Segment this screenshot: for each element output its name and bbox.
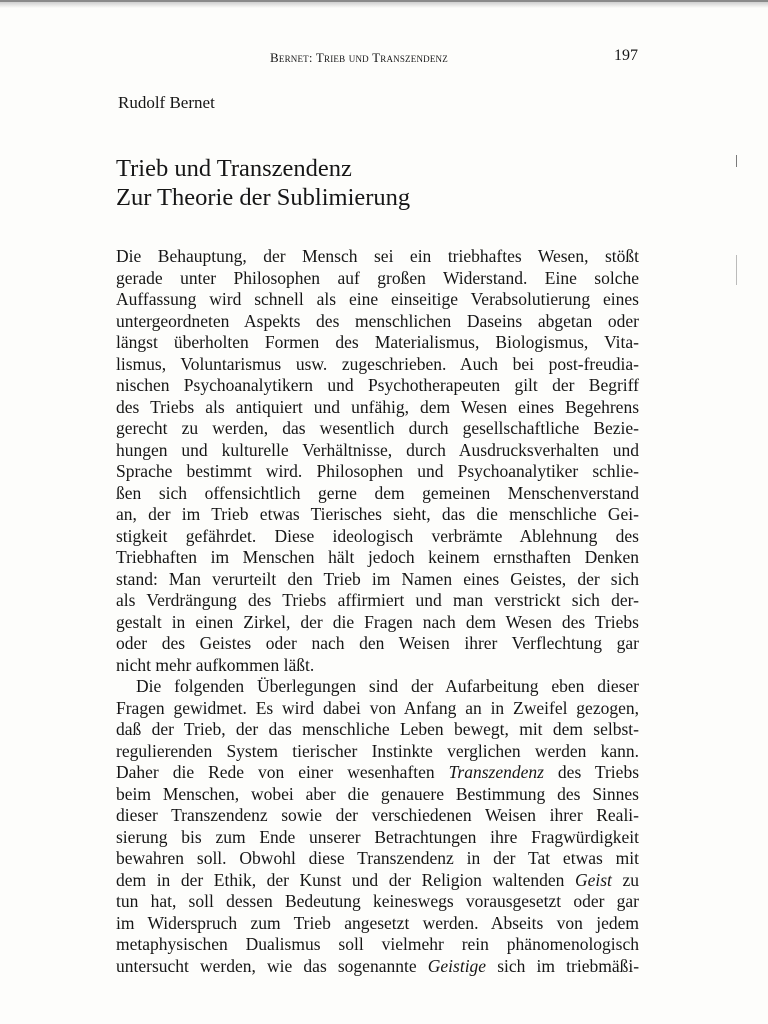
text-line: an, der im Trieb etwas Tierisches sieht, das die menschliche Gei-: [116, 504, 639, 524]
text-line: stigkeit gefährdet. Diese ideologisch verbrämte Ablehnung des: [116, 525, 639, 546]
emphasis-geist: Geist: [574, 869, 612, 890]
text-line: sierung bis zum Ende unserer Betrachtungen ihre Fragwürdigkeit: [116, 826, 639, 847]
text-line: nischen Psychoanalytikern und Psychotherapeuten gilt der Begriff: [116, 375, 639, 395]
running-head-title: Bernet: Trieb und Transzendenz: [270, 50, 448, 65]
text-line: daß der Trieb, der das menschliche Leben bewegt, mit dem selbst-: [116, 719, 639, 739]
title-line-2: Zur Theorie der Sublimierung: [116, 184, 411, 211]
author-name: Rudolf Bernet: [118, 93, 215, 112]
text-line: gestalt in einen Zirkel, der die Fragen nach dem Wesen des Triebs: [116, 611, 639, 632]
scan-edge: [0, 0, 768, 8]
text-line: oder des Geistes oder nach den Weisen ihrer Verflechtung gar: [116, 633, 639, 653]
text-line: des Triebs als antiquiert und unfähig, dem Wesen eines Begehrens: [116, 396, 639, 417]
text-line: gerade unter Philosophen auf großen Widerstand. Eine solche: [116, 267, 639, 288]
text-line: Fragen gewidmet. Es wird dabei von Anfang an in Zweifel gezogen,: [116, 697, 639, 718]
text-line: längst überholten Formen des Materialismus, Biologismus, Vita-: [116, 332, 639, 352]
text-line: im Widerspruch zum Trieb angesetzt werden. Abseits von jedem: [116, 912, 639, 933]
running-head: [118, 47, 638, 72]
text-line: [116, 956, 639, 978]
text-line: hungen und kulturelle Verhältnisse, durch Ausdrucksverhalten und: [116, 439, 639, 460]
text-line: Die folgenden Überlegungen sind der Aufarbeitung eben dieser: [136, 676, 639, 696]
text-run: zu: [622, 869, 639, 890]
text-run: sich im triebmäßi-: [497, 955, 639, 976]
text-run: dem in der Ethik, der Kunst und der Religion waltenden: [116, 869, 565, 890]
text-line: ßen sich offensichtlich gerne dem gemeinen Menschenverstand: [116, 482, 639, 503]
text-line: metaphysischen Dualismus soll vielmehr rein phänomenologisch: [116, 934, 639, 954]
emphasis-transzendenz: Transzendenz: [448, 762, 544, 782]
title-line-1: Trieb und Transzendenz: [116, 155, 352, 182]
text-line: gerecht zu werden, das wesentlich durch gesellschaftliche Bezie-: [116, 418, 639, 438]
text-line: als Verdrängung des Triebs affirmiert und man verstrickt sich der-: [116, 590, 639, 610]
text-line: Sprache bestimmt wird. Philosophen und Psychoanalytiker schlie-: [116, 461, 639, 481]
text-line: regulierenden System tierischer Instinkte verglichen werden kann.: [116, 740, 639, 761]
text-line: beim Menschen, wobei aber die genauere Bestimmung des Sinnes: [116, 783, 639, 804]
text-line: lismus, Voluntarismus usw. zugeschrieben. Auch bei post-freudia-: [116, 353, 639, 374]
text-run: Daher die Rede von einer wesenhaften: [116, 762, 435, 782]
text-run: des Triebs: [557, 762, 639, 782]
emphasis-geistige: Geistige: [427, 955, 487, 976]
page-number: 197: [614, 47, 638, 64]
text-line: [116, 762, 639, 784]
text-line: tun hat, soll dessen Bedeutung keineswegs vorausgesetzt oder gar: [116, 891, 639, 911]
margin-mark: [736, 155, 737, 167]
text-line: dieser Transzendenz sowie der verschiedenen Weisen ihrer Reali-: [116, 805, 639, 825]
text-line: Auffassung wird schnell als eine einseitige Verabsolutierung eines: [116, 289, 639, 309]
text-run: untersucht werden, wie das sogenannte: [116, 955, 417, 976]
text-line: stand: Man verurteilt den Trieb im Namen eines Geistes, der sich: [116, 568, 639, 589]
text-line: untergeordneten Aspekts des menschlichen Daseins abgetan oder: [116, 310, 639, 331]
text-line: [116, 870, 639, 892]
margin-mark: [736, 255, 737, 285]
text-line: nicht mehr aufkommen läßt.: [116, 654, 315, 675]
text-line: bewahren soll. Obwohl diese Transzendenz in der Tat etwas mit: [116, 848, 639, 868]
body-text: [116, 246, 639, 977]
text-line: Triebhaften im Menschen hält jedoch keinem ernsthaften Denken: [116, 547, 639, 567]
text-line: Die Behauptung, der Mensch sei ein triebhaftes Wesen, stößt: [116, 246, 639, 266]
article-title: [116, 154, 410, 212]
